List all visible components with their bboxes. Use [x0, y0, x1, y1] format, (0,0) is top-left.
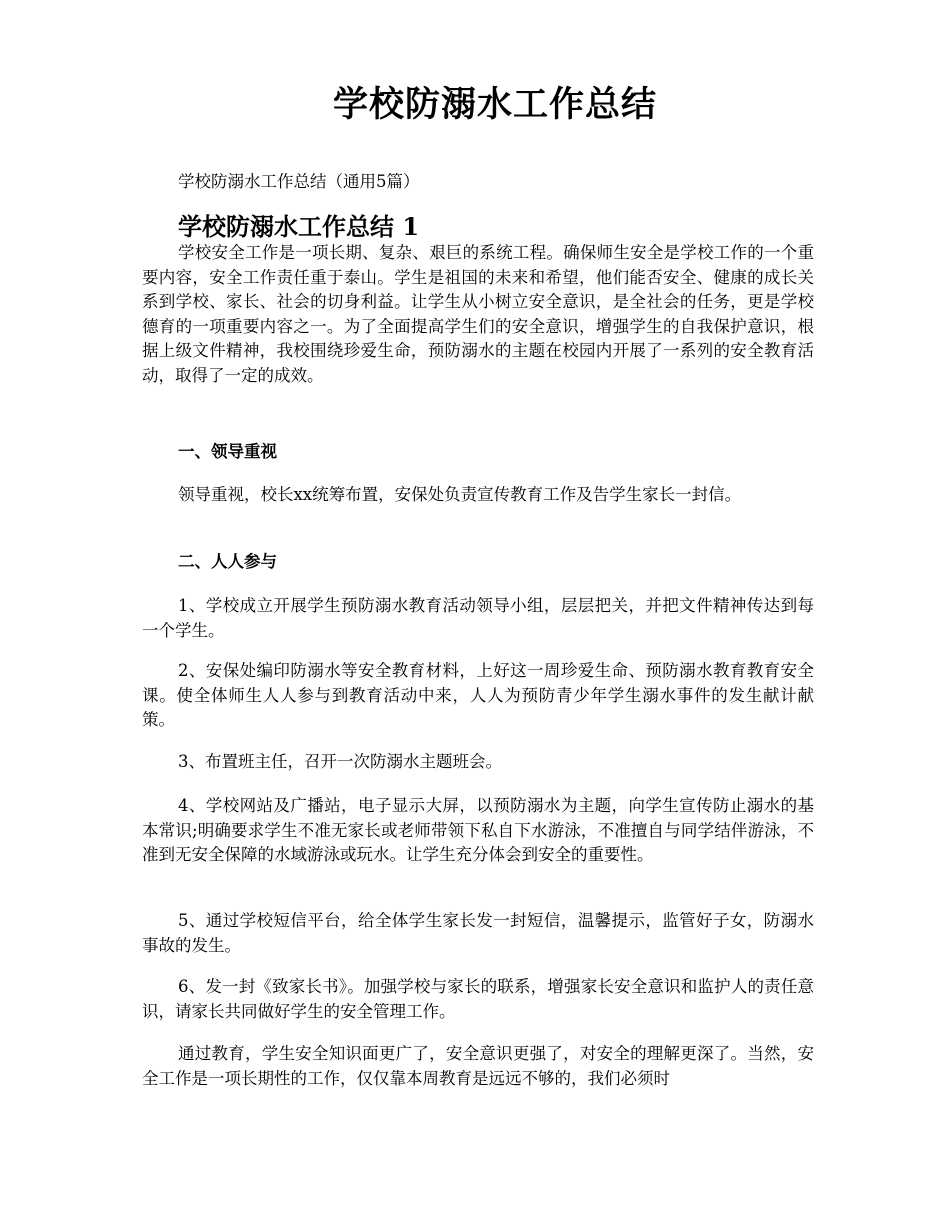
- list-item: 6、发一封《致家长书》。加强学校与家长的联系，增强家长安全意识和监护人的责任意识，请家长共同做好学生的安全管理工作。: [142, 977, 814, 1021]
- heading-leadership: 一、领导重视: [178, 442, 277, 461]
- document-title: 学校防溺水工作总结: [332, 84, 657, 125]
- list-item-block-4: [142, 794, 814, 868]
- list-item-block-3: [142, 750, 814, 775]
- closing-paragraph: 通过教育，学生安全知识面更广了，安全意识更强了，对安全的理解更深了。当然，安全工作是一项长期性的工作，仅仅靠本周教育是远远不够的，我们必须时: [142, 1044, 814, 1088]
- list-item-block-5: [142, 909, 814, 958]
- heading-participation: 二、人人参与: [178, 552, 277, 571]
- list-item: 1、学校成立开展学生预防溺水教育活动领导小组，层层把关，并把文件精神传达到每一个学生。: [142, 596, 814, 640]
- section-title: 学校防溺水工作总结 1: [178, 212, 420, 241]
- list-item: 5、通过学校短信平台，给全体学生家长发一封短信，温馨提示，监管好子女，防溺水事故的发生。: [142, 911, 814, 955]
- closing-paragraph-block: [142, 1042, 814, 1091]
- heading-block-1: [142, 440, 814, 465]
- list-item: 2、安保处编印防溺水等安全教育材料，上好这一周珍爱生命、预防溺水教育教育安全课。使全体师生人人参与到教育活动中来，人人为预防青少年学生溺水事件的发生献计献策。: [142, 661, 814, 729]
- list-item-block-1: [142, 594, 814, 643]
- document-subtitle: 学校防溺水工作总结（通用5篇）: [178, 172, 420, 191]
- intro-paragraph: 学校安全工作是一项长期、复杂、艰巨的系统工程。确保师生安全是学校工作的一个重要内容，安全工作责任重于泰山。学生是祖国的未来和希望，他们能否安全、健康的成长关系到学校、家长、社会的切身利益。让学生从小树立安全意识，是全社会的任务，更是学校德育的一项重要内容之一。为了全面提高学生们的安全意识，增强学生的自我保护意识，根据上级文件精神，我校围绕珍爱生命，预防溺水的主题在校园内开展了一系列的安全教育活动，取得了一定的成效。: [142, 243, 814, 385]
- intro-paragraph-block: [142, 241, 814, 388]
- list-item-block-2: [142, 659, 814, 733]
- heading-block-2: [142, 550, 814, 575]
- list-item: 4、学校网站及广播站，电子显示大屏，以预防溺水为主题，向学生宣传防止溺水的基本常识;明确要求学生不准无家长或老师带领下私自下水游泳，不准擅自与同学结伴游泳，不准到无安全保障的水域游泳或玩水。让学生充分体会到安全的重要性。: [142, 796, 814, 864]
- list-item: 3、布置班主任，召开一次防溺水主题班会。: [178, 752, 502, 771]
- paragraph-block-1: [142, 483, 814, 508]
- leadership-paragraph: 领导重视，校长xx统筹布置，安保处负责宣传教育工作及告学生家长一封信。: [178, 485, 742, 504]
- list-item-block-6: [142, 975, 814, 1024]
